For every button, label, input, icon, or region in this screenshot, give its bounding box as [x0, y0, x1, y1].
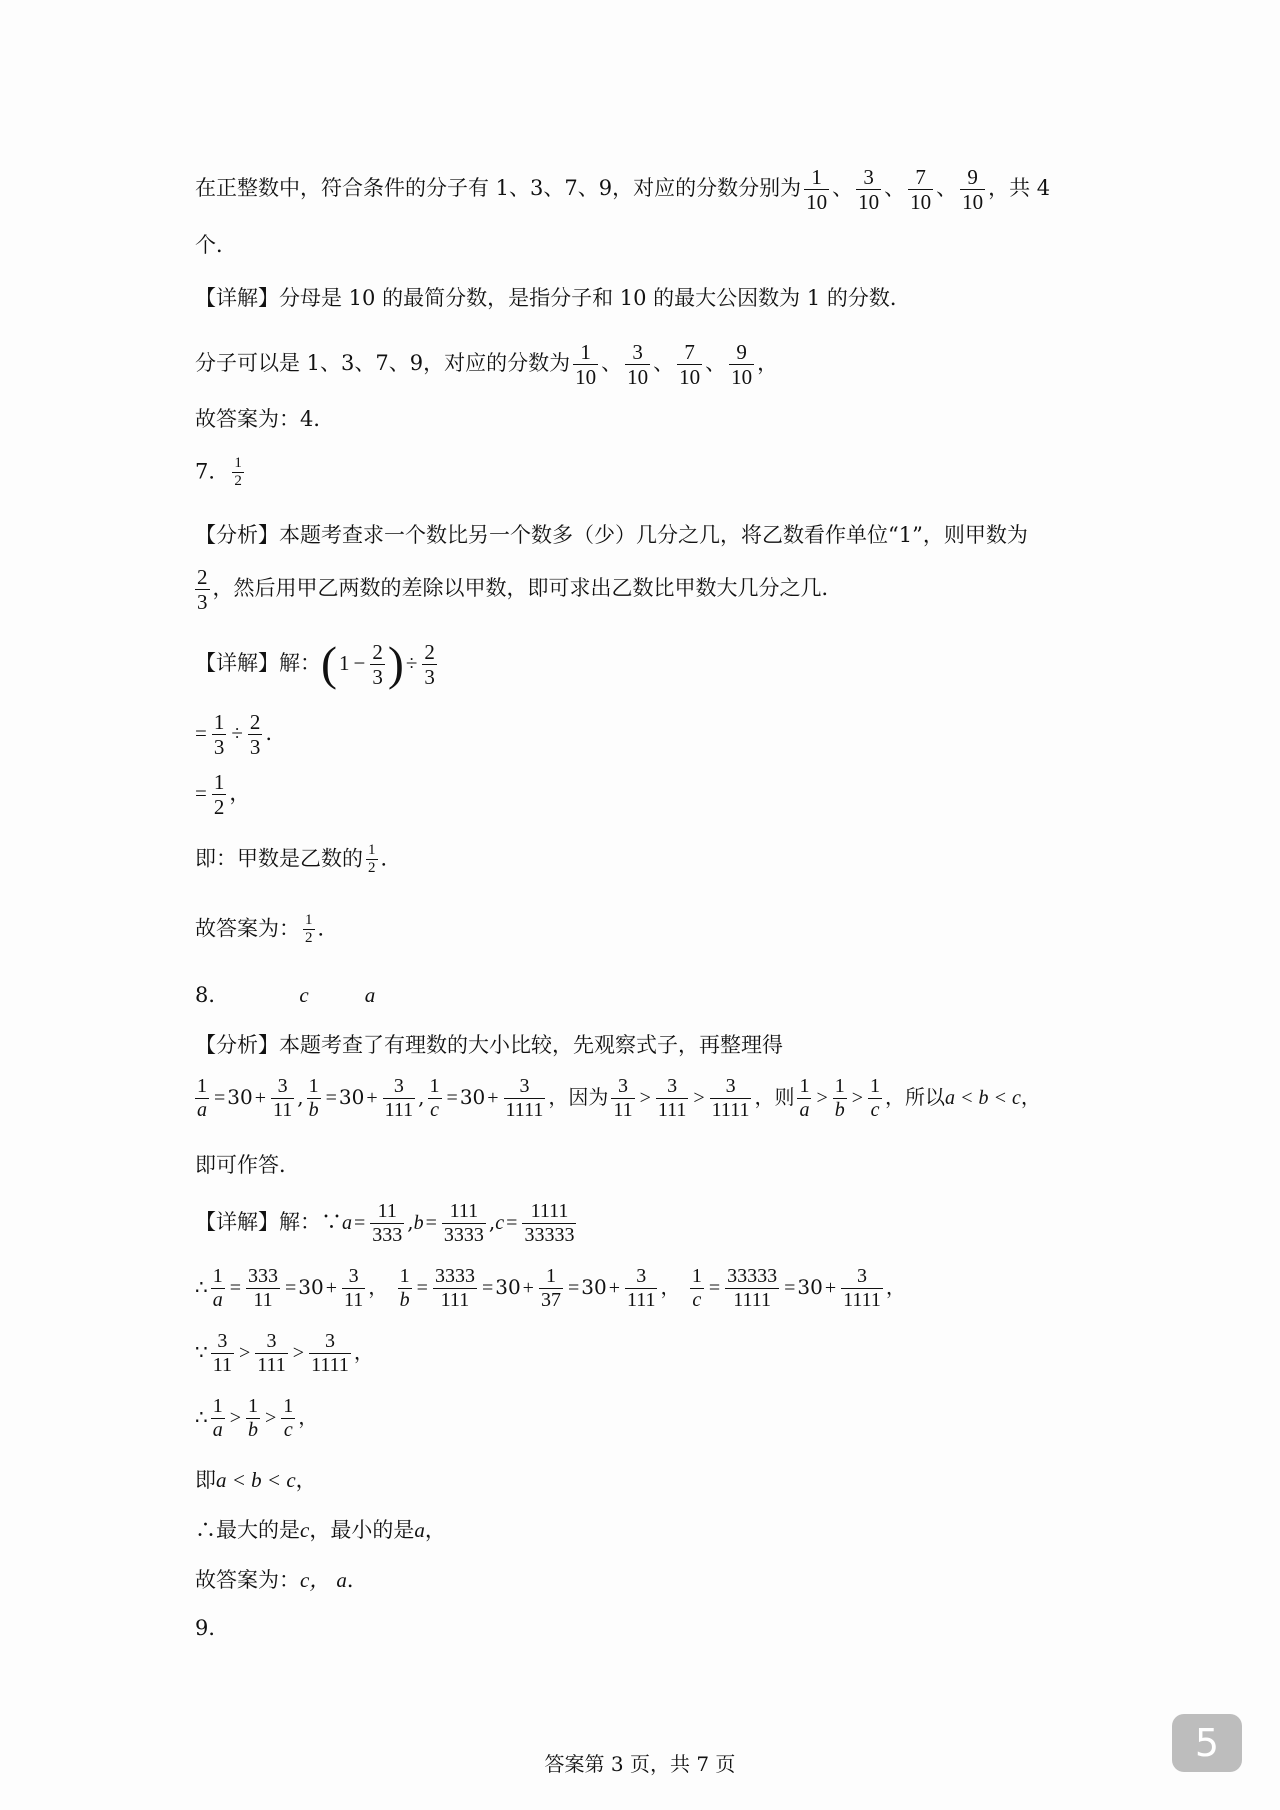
- fraction: $\frac{2}{3}$: [249, 710, 261, 760]
- detail-tag: 【详解】: [195, 651, 279, 676]
- fraction: $\frac{1}{2}$: [368, 842, 376, 877]
- q8-analysis-formula: $\frac{1}{a}$ = 30 + $\frac{3}{11}$ , $\frac{1}{b}$ = 30 + $\frac{3}{111}$ , $\frac{1}{c}$ = 30 + $\frac{3}{1111}$ ，因为 $\frac{3}{11}$ > $\frac{3}{111}$ > $\frac{3}{1111}$ ，则 $\frac{1}{a}$ > $\frac{1}{b}$ > $\frac{1}{c}$ ，所以a < b < c，: [197, 1075, 1041, 1121]
- q7-analysis: 【分析】本题考查求一个数比另一个数多（少）几分之几，将乙数看作单位“1”，则甲数为: [195, 523, 1028, 547]
- q6-line2: 个．: [195, 233, 237, 257]
- q8-detail-step4: 即a < b < c，: [195, 1468, 317, 1492]
- analysis-tag: 【分析】: [195, 523, 279, 547]
- q6-answer: 故答案为：4．: [195, 407, 335, 431]
- analysis-tag: 【分析】: [195, 1033, 279, 1057]
- q7-answer: 故答案为： $\frac{1}{2}$ ．: [195, 912, 339, 947]
- paren-close: ): [387, 637, 404, 691]
- paren-open: (: [321, 637, 337, 691]
- q7-step2: = $\frac{1}{3}$ ÷ $\frac{2}{3}$ .: [195, 710, 273, 760]
- page-number-badge: 5: [1172, 1714, 1242, 1772]
- q8-finish: 即可作答．: [195, 1153, 300, 1177]
- fraction: $\frac{1}{10}$: [575, 340, 597, 390]
- q6-line1-text: 在正整数中，符合条件的分子有 1、3、7、9，对应的分数分别为: [195, 176, 802, 201]
- fraction: $\frac{3}{10}$: [627, 340, 649, 390]
- q8-answer: 故答案为：c， a．: [195, 1568, 368, 1592]
- fraction: $\frac{1}{3}$: [213, 710, 225, 760]
- q8-detail-step5: ∴最大的是c，最小的是a，: [195, 1518, 446, 1542]
- q8-analysis: 【分析】本题考查了有理数的大小比较，先观察式子，再整理得: [195, 1033, 783, 1057]
- q7-conclusion: 即：甲数是乙数的 $\frac{1}{2}$ ．: [195, 842, 402, 877]
- q6-detail: 【详解】分母是 10 的最简分数，是指分子和 10 的最大公因数为 1 的分数．: [195, 286, 911, 310]
- q8-header: 8． c a: [195, 983, 376, 1007]
- q8-detail-step2: ∵ $\frac{3}{11}$ > $\frac{3}{111}$ > $\frac{3}{1111}$ ，: [195, 1330, 374, 1376]
- detail-tag: 【详解】: [195, 286, 279, 310]
- fraction: $\frac{9}{10}$: [731, 340, 753, 390]
- q6-line1: 在正整数中，符合条件的分子有 1、3、7、9，对应的分数分别为 $\frac{1}{10}$ 、 $\frac{3}{10}$ 、 $\frac{7}{10}$ 、 $\frac{9}{10}$ ，共 4: [195, 165, 1051, 215]
- fraction: $\frac{1}{2}$: [305, 912, 313, 947]
- q8-detail-step1: ∴ $\frac{1}{a}$ = $\frac{333}{11}$ = 30 + $\frac{3}{11}$ ， $\frac{1}{b}$ = $\frac{3333}{111}$ = 30 + $\frac{1}{37}$ = 30 + $\frac{3}{111}$ ， $\frac{1}{c}$ = $\frac{33333}{1111}$ = 30 + $\frac{3}{1111}$ ，: [195, 1265, 906, 1311]
- fraction: $\frac{1}{2}$: [213, 770, 225, 820]
- q7-detail: 【详解】解：(1 − $\frac{2}{3}$ )÷ $\frac{2}{3}$: [195, 637, 435, 691]
- q7-header: 7． $\frac{1}{2}$: [195, 455, 242, 490]
- fraction: $\frac{2}{3}$: [197, 565, 208, 615]
- page-footer: 答案第 3 页，共 7 页: [544, 1752, 736, 1776]
- fraction: $\frac{2}{3}$: [424, 640, 435, 690]
- fraction: $\frac{1}{2}$: [234, 455, 242, 490]
- q6-line4: 分子可以是 1、3、7、9，对应的分数为 $\frac{1}{10}$ 、 $\frac{3}{10}$ 、 $\frac{7}{10}$ 、 $\frac{9}{10}$ ，: [195, 340, 779, 390]
- fraction: $\frac{9}{10}$: [962, 165, 984, 215]
- q9-header: 9．: [195, 1616, 230, 1640]
- q7-step3: = $\frac{1}{2}$ ，: [195, 770, 251, 820]
- fraction: $\frac{3}{10}$: [858, 165, 880, 215]
- q8-detail: 【详解】解：∵a = $\frac{11}{333}$ ,b = $\frac{111}{3333}$ ,c = $\frac{1111}{33333}$: [195, 1200, 575, 1246]
- detail-tag: 【详解】: [195, 1210, 279, 1234]
- fraction: $\frac{7}{10}$: [910, 165, 932, 215]
- fraction: $\frac{1}{10}$: [806, 165, 828, 215]
- fraction: $\frac{7}{10}$: [679, 340, 701, 390]
- q7-analysis-line2: $\frac{2}{3}$ ，然后用甲乙两数的差除以甲数，即可求出乙数比甲数大几分之几．: [197, 565, 843, 615]
- fraction: $\frac{2}{3}$: [372, 640, 383, 690]
- q8-detail-step3: ∴ $\frac{1}{a}$ > $\frac{1}{b}$ > $\frac{1}{c}$ ，: [195, 1395, 319, 1441]
